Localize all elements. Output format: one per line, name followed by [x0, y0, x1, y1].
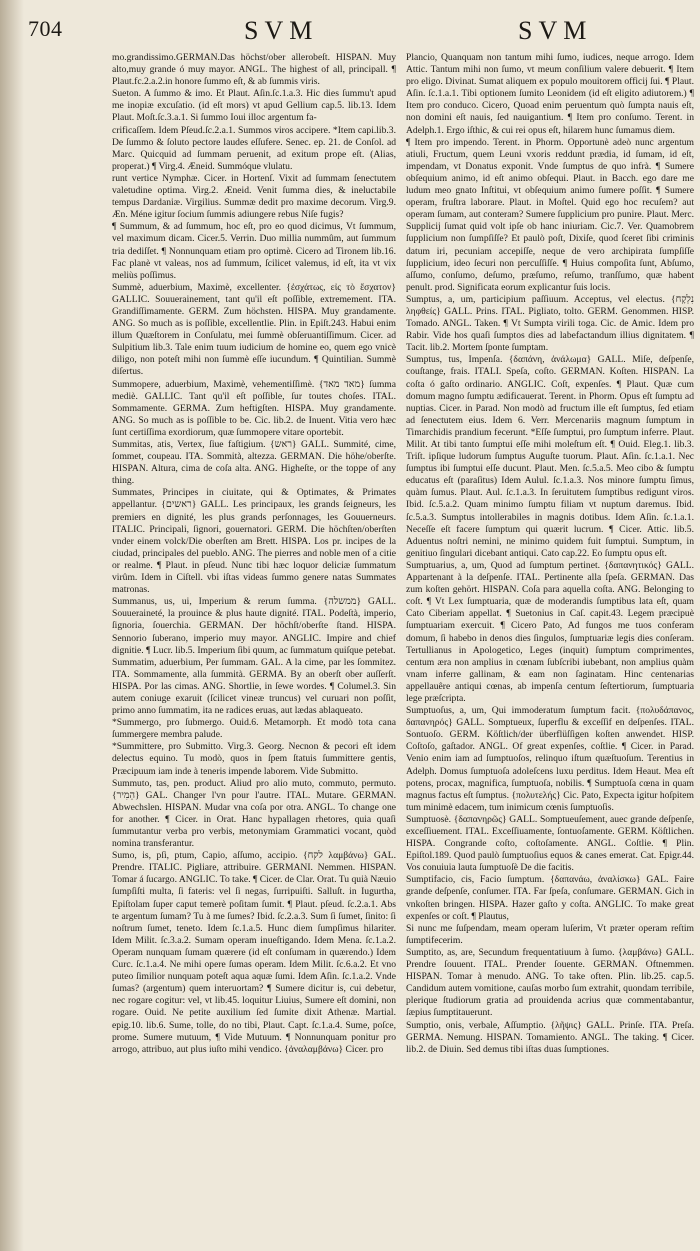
- entry-paragraph: Sumo, is, pſi, ptum, Capio, aſſumo, accipio. {לקח λαμβάνω} GAL. Prendre. ITALIC. Pigliare, attribuire. GERMANI. Nemmen. HISPAN. Tomar á ſucargo. ANGLIC. To take. ¶ Cicer. de Clar. Orat. Tu quià Næuio ſumpſiſti multa, ſi fateris: vel ſi negas, ſurripuiſti. Salluſt. in Iugurtha, Epiſtolam ſuper caput temerè poſitam ſumit. ¶ Plaut. pſeud. ſc.2.a.1. Abs te argentum ſumam? Tu à me ſumes? Ibid. ſc.2.a.3. Sum ſi ſumet, ſinito: ſi noſtrum ſumet, teneto. Idem ſc.1.a.5. Hunc diem ſumpſimus hilariter. Idem Milit. ſc.3.a.2. Sumam operam inueſtigando. Idem Mena. ſc.1.a.2. Operam nunquam ſumam quærere (id eſt conſumam in quærendo.) Idem Curc. ſc.1.a.4. Ne mihi opere ſumas operam. Idem Milit. ſc.6.a.2. Et vno puteo ſimilior nunquam poteſt aqua aquæ ſumi. Idem Aſin. ſc.1.a.2. Vnde ſumas? (argentum) quem interuortam? ¶ Sumere dicitur is, cui debetur, nec rogare cogitur: vel, vt lib.45. loquitur Liuius, Sumere eſt domini, non rogare. Ouid. Ne petite auxilium ſed ſumite dixit Athenæ. Martial. epig.10. lib.6. Sume, tolle, do no tibi, Plaut. Capt. ſc.1.a.4. Sume, poſce, prome. Sumere mutuum, ¶ Vide Mutuum. ¶ Nonnunquam ponitur pro arrogo, attribuo, aut plus iuſto mihi vendico. {ἀναλαμβάνω} Cicer. pro: [112, 850, 396, 1055]
- entry-paragraph: Sumptuarius, a, um, Quod ad ſumptum pertinet. {δαπανητικός} GALL. Appartenant à la deſpenſe. ITAL. Pertinente alla ſpeſa. GERMAN. Das zum koſten gehört. HISPAN. Coſa para aquella coſta. ANG. Belonging to coſt. ¶ Vt Lex ſumptuaria, quæ de moderandis ſumptibus lata eſt, quam Cato Ciberiam appellat. ¶ Suetonius in Caſ. capit.43. Legem præcipuè ſumptuariam exercuit. ¶ Cicero Pato, Ad fungos me tuos conferam domum, ſi habebo in denos dies ſingulos, ſumptuariæ legis dies conſeram. Tertullianus in Apologetico, Leges (inquit) ſumptum comprimentes, centum æra non amplius in cœnam ſubſcribi iubebant, non amplius quàm vnam inferre gallinam, & eam non ſaginatam. Hinc centenarias appellauêre antiqui cœnas, ab impenſa centum ſeſtertiorum, ſumptuaria lege præſcripta.: [406, 559, 694, 704]
- entry-paragraph: runt vertice Nymphæ. Cicer. in Hortenſ. Vixit ad ſummam ſenectutem valetudine optima. Virg.2. Æneid. Venit ſumma dies, & ineluctabile tempus Dardaniæ. Virgilius. Summæ dedit pro maxime decorum. Virg.9. Æn. Méne igitur ſocium ſummis adiungere rebus Niſe fugis?: [112, 172, 396, 221]
- entry-paragraph: ¶ Item pro impendo. Terent. in Phorm. Opportunè adeò nunc argentum atiuli, Fructum, quem Leuni vxoris reddunt prædia, id ſumam, id eſt, impendam, vt Donatus exponit. Vnde ſumptus de quo infrà. ¶ Sumere obſequium animo, id eſt animo obſequi. Plaut. in Bacch. ego dare me ludum meo gnato Inſtitui, vt obſequium animo ſumere poſſit. ¶ Sumere operam, fruſtra laborare. Plaut. in Moſtel. Quid ego hoc recuſem? aut operam ſumam, aut conteram? Sumere ſupplicium pro punire. Plaut. Merc. Supplicij ſumat quid volt ipſe ob hanc iniuriam. Cic.7. Ver. Quamobrem ſupplicium non ſumpſiſſe? Et paulò poſt, Dixiſe, quod ſceret ſibi criminis datum iri, pecuniam accepiſſe, neque de vero archipirata ſumpſiſſe ſupplicium, ideo ſecuri non percuſſiſſe. ¶ Huius compoſita ſunt, Abſumo, aſſumo, conſumo, deſumo, præſumo, reſumo, tranſſumo, quæ habent penult. prod. Significata eorum explicantur ſuis locis.: [406, 136, 694, 293]
- entry-paragraph: crificaſſem. Idem Pſeud.ſc.2.a.1. Summos viros accipere. *Item capi.lib.3. De ſummo & ſoluto pectore laudes eſſufere. Senec. ep. 21. de Conſol. ad Marc. Quicquid ad ſummam peruenit, ad exitum prope eſt. (Alias, properat.) ¶ Virg.4. Æneid. Summóque vlulatu.: [112, 124, 396, 172]
- entry-paragraph: Summopere, aduerbium, Maximè, vehementiſſimè. {מאד מאד} ſumma mediè. GALLIC. Tant qu'il eſt poſſible, ſur toutes choſes. ITAL. Sommamente. GERMA. Zum heftigſten. HISPA. Muy grandamente. ANG. So much as is poſſible to be. Cic. lib.2. de Inuent. Vitia vero hæc ſunt certiſſima exordiorum, quæ ſummopere vitare oportebit.: [112, 378, 396, 438]
- entry-paragraph: *Summittere, pro Submitto. Virg.3. Georg. Necnon & pecori eſt idem delectus equino. Tu modò, quos in ſpem ſtatuis ſummittere gentis, Præcipuum iam inde à teneris impende laborem. Vide Submitto.: [112, 741, 396, 777]
- entry-paragraph: Summè, aduerbium, Maximè, excellenter. {ἐσχάτως, εἰς τὸ ἔσχατον} GALLIC. Souuerainement, tant qu'il eſt poſſible, extremement. ITA. Grandiſſimamente. GERM. Zum höchsten. HISPA. Muy grandamente. ANG. So much as is poſſible, excellentlie. Plin. in Epiſt.243. Habui enim illum Quæſtorem in Conſulatu, mei ſummè obſeruantiſſimum. Cicer. ad Sulpitium lib.3. Tale enim tuum iudicium de homine eo, quem ego vnicè diligo, non poteſt mihi non ſummè eſſe iucundum. ¶ Quintilian. Summè diſertus.: [112, 281, 396, 378]
- entry-paragraph: Summuto, tas, pen. product. Aliud pro alio muto, commuto, permuto. {הֵמִיר} GAL. Changer l'vn pour l'autre. ITAL. Mutare. GERMAN. Abwechslen. HISPAN. Mudar vna coſa por otra. ANGL. To change one for another. ¶ Cicer. in Orat. Hanc hypallagen rhetores, quia quaſi ſummutantur verba pro verbis, metonymiam Grammatici vocant, quòd nomina transferantur.: [112, 777, 396, 850]
- entry-paragraph: Summatim, aduerbium, Per ſummam. GAL. A la cime, par les ſommitez. ITA. Sommamente, alla ſummità. GERMA. By an oberſt ober auſſerſt. HISPA. Por las cimas. ANG. Shortlie, in ſewe wordes. ¶ Columel.3. Sin autem coniuge exaruit (ſcilicet vineæ truncus) vel curuari non poſſit, primo anno ſummatim, ita ne radices eruas, aut lædas ablaqueato.: [112, 656, 396, 717]
- running-head-left: SVM: [244, 16, 319, 45]
- page-header: [0, 14, 700, 54]
- entry-paragraph: Sumptito, as, are, Secundum frequentatiuum à ſumo. {λαμβάνω} GALL. Prendre ſouuent. ITAL. Prender ſouente. GERMAN. Oftnemmen. HISPAN. Tomar à menudo. ANG. To take often. Plin. lib.25. cap.5. Candidum autem vomitione, cauſas morbo ſum extrahit, quondam terribile, plerique ſtudiorum gratia ad prouidenda acrius quæ commentabantur, ſæpius ſumptitauerunt.: [406, 946, 694, 1019]
- entry-paragraph: mo.grandissimo.GERMAN.Das höchst/ober allerobeſt. HISPAN. Muy alto,muy grande ó muy mayor. ANGL. The highest of all, principall. ¶ Plaut.fc.2.a.2.in honore ſummo eſt, & ab ſummis viris.: [112, 52, 396, 88]
- entry-paragraph: Plancio, Quanquam non tantum mihi ſumo, iudices, neque arrogo. Idem Attic. Tantum mihi non ſumo, vt meum conſilium valere debuerit. ¶ Item pro eligo. Divinat. Sumat aliquem ex populo mouitorem officij ſui. ¶ Plaut. Aſin. ſc.1.a.1. Tibi optionem ſumito Leonidem (id eſt eligito adiutorem.) ¶ Item pro conduco. Cicero, Quoad enim peruentum quò ſumpta nauis eſt, non domini eſt nauis, ſed nauigantium. ¶ Item pro conſumo. Terent. in Adelph.1. Ergo iſthic, & cui rei opus eſt, hilarem hunc ſumamus diem.: [406, 52, 694, 136]
- right-column: [406, 52, 694, 1242]
- entry-paragraph: Sueton. A ſummo & imo. Et Plaut. Aſin.ſc.1.a.3. Hic dies ſummu't apud me inopiæ excuſatio. (id eſt mors) vt apud Gellium cap.5. lib.13. Idem Plaut. Moſt.ſc.3.a.1. Si ſummo Ioui illoc argentum fa-: [112, 88, 396, 124]
- left-column: [112, 52, 396, 1242]
- entry-paragraph: ¶ Summum, & ad ſummum, hoc eſt, pro eo quod dicimus, Vt ſummum, vel maximum dicam. Cicer.5. Verrin. Duo millia nummûm, aut ſummum tria dediſſet. ¶ Nonnunquam etiam pro optimè. Cicero ad Tironem lib.16. Fac planè vt valeas, nos ad ſummum, ſcilicet valemus, id eſt, ita vt vix meliùs poſſimus.: [112, 221, 396, 281]
- entry-paragraph: Si nunc me ſuſpendam, meam operam luſerim, Vt præter operam reſtim ſumptifecerim.: [406, 922, 694, 946]
- entry-paragraph: Sumptuoſus, a, um, Qui immoderatum ſumptum facit. {πολυδάπανος, δαπανηρός} GALL. Somptueux, ſuperflu & exceſſif en deſpenſes. ITAL. Sontuoſo. GERM. Köſtlich/der überflüſſigen koſten anwendet. HISP. Coſtoſo, gaſtador. ANGL. Of great expenſes, coſtlie. ¶ Cicer. in Parad. Venio enim iam ad ſumptuoſos, relinquo iſtum quæſtuoſum. Terentius in Adelph. Domus ſumptuoſa adoleſcens luxu perditus. Idem Heaut. Mea eſt potens, procax, magnifica, ſumptuoſa, nobilis. ¶ Sumptuoſa cœna in quam magnus factus eſt ſumptus. {πολυτελής} Cic. Pato, Expecta igitur hoſpitem tum minimè edacem, tum inimicum cœnis ſumptuoſis.: [406, 705, 694, 813]
- entry-paragraph: Sumptus, tus, Impenſa. {δαπάνη, ἀνάλωμα} GALL. Miſe, deſpenſe, couſtange, frais. ITALI. Speſa, coſto. GERMAN. Koſten. HISPAN. La coſta ó gaſto ordinario. ANGLIC. Coſt, expenſes. ¶ Plaut. Quæ cum domum magno ſumptu ædificauerat. Terent. in Phorm. Opus eſt ſumptu ad nuptias. Cicer. in Parad. Non modò ad fructum ille eſt ſumptus, ſed etiam ad ſenectutem eius. Idem 6. Verr. Mercenariis magnum ſumptum in Timarchidis prandium fecerunt. *Eſſe ſumptui, pro ſumptum inferre. Plaut. Milit. At tibi tanto ſumptui eſſe mihi moleſtum eſt. ¶ Ouid. Eleg.1. lib.3. Triſt. ipſique ludorum ſumptus Auguſte tuorum. Plaut. Aſin. ſc.1.a.1. Nec ſumptus ibi ſumptui eſſe ducunt. Plaut. Men. ſc.5.a.5. Meo cibo & ſumptu educatus eſt (paraſitus) Idem Aulul. ſc.1.a.3. Nos minore ſumptu ſimus, quàm ſumus. Plaut. Aul. ſc.1.a.3. In ſeruitutem ſumptibus redigunt viros. Ibid. ſc.5.a.2. Quam minimo ſumptu filiam vt nuptum daremus. Ibid. ſc.5.a.3. Sumptus intollerabiles in magnis dotibus. Idem Aſin. ſc.1.a.1. Neceſſe eſt facere ſumptum qui quærit lucrum. ¶ Cicer. Attic. lib.5. Aduentus noſtri nemini, ne minimo quidem fuit ſumptui. Sumptum, in genitiuo ſingulari dicebant antiqui. Cato cap.22. Eo ſumptu opus eſt.: [406, 354, 694, 559]
- entry-paragraph: Sumptio, onis, verbale, Aſſumptio. {λῆψις} GALL. Prinſe. ITA. Preſa. GERMA. Nemung. HISPAN. Tomamiento. ANGL. The taking. ¶ Cicer. lib.2. de Diuin. Sed demus tibi iſtas duas ſumptiones.: [406, 1019, 694, 1055]
- entry-paragraph: Sumptifacio, cis, Facio ſumptum. {δαπανάω, ἀναλίσκω} GAL. Faire grande deſpenſe, conſumer. ITA. Far ſpeſa, conſumare. GERMAN. Gich in vnkoſten bringen. HISPA. Hazer gaſto y coſta. ANGLIC. To make great expenſes or coſt. ¶ Plautus,: [406, 874, 694, 922]
- entry-paragraph: Sumptuosè. {δαπανηρῶς} GALL. Somptueuſement, auec grande deſpenſe, exceſſiuement. ITAL. Exceſſiuamente, ſontuoſamente. GERM. Köſtlichen. HISPA. Congrande coſto, coſtoſamente. ANGL. Coſtlie. ¶ Plin. Epiſtol.189. Quod paulò ſumptuoſius equos & canes emerat. Cat. Epigr.44. Vos conuiuia lauta ſumptuoſè De die facitis.: [406, 813, 694, 874]
- entry-paragraph: Summitas, atis, Vertex, ſiue faſtigium. {ראש} GALL. Summité, cime, ſommet, coupeau. ITA. Sommità, altezza. GERMAN. Die höhe/oberſte. HISPAN. Altura, cima de coſa alta. ANG. Higheſte, or the toppe of any thing.: [112, 439, 396, 487]
- book-gutter-shadow: [0, 0, 24, 1251]
- page-number: 704: [28, 16, 63, 41]
- entry-paragraph: Sumptus, a, um, participium paſſiuum. Acceptus, vel electus. {נִלְקָח ληφθείς} GALL. Prins. ITAL. Pigliato, tolto. GERM. Genommen. HISP. Tomado. ANGL. Taken. ¶ Vt Sumpta virili toga. Cic. de Amic. Idem pro Rabir. Vide hos quaſi ſumptos dies ad labefactandum illius dignitatem. ¶ Tacit. lib.2. Mortem ſponte ſumptam.: [406, 293, 694, 354]
- entry-paragraph: Summates, Principes in ciuitate, qui & Optimates, & Primates appellantur. {ראשים} GALL. Les principaux, les grands ſeigneurs, les premiers en dignité, les plus grands perſonnages, les Gouuerneurs. ITALIC. Principali, ſignori, gouernatori. GERM. Die höchſten/oberſten vnder einem volck/Die oberſten am Brett. HISPA. Los pr. incipes de la ciudad, principales del pueblo. ANG. The pierres and noble men of a citie or realme. ¶ Plaut. in pſeud. Nunc tibi hæc loquor deliciæ ſummatum virûm. Idem in Ciſtell. vbi iſtas videas ſummo genere natas Summates matronas.: [112, 487, 396, 596]
- entry-paragraph: *Summergo, pro ſubmergo. Ouid.6. Metamorph. Et modò tota cana ſummergere membra palude.: [112, 717, 396, 741]
- entry-paragraph: Summanus, us, ui, Imperium & rerum ſumma. {ממשלה} GALL. Souueraineté, la prouince & plus haute dignité. ITAL. Podeſtà, imperio, ſignoria, ſouerchia. GERMAN. Der höchſt/oberſte ſtand. HISPA. Sennorio ſuberano, imperio muy mayor. ANGLIC. Impire and chief dignitie. ¶ Lucr. lib.5. Imperium ſibi quum, ac ſummatum quiſque petebat.: [112, 596, 396, 656]
- running-head-right: SVM: [518, 16, 593, 45]
